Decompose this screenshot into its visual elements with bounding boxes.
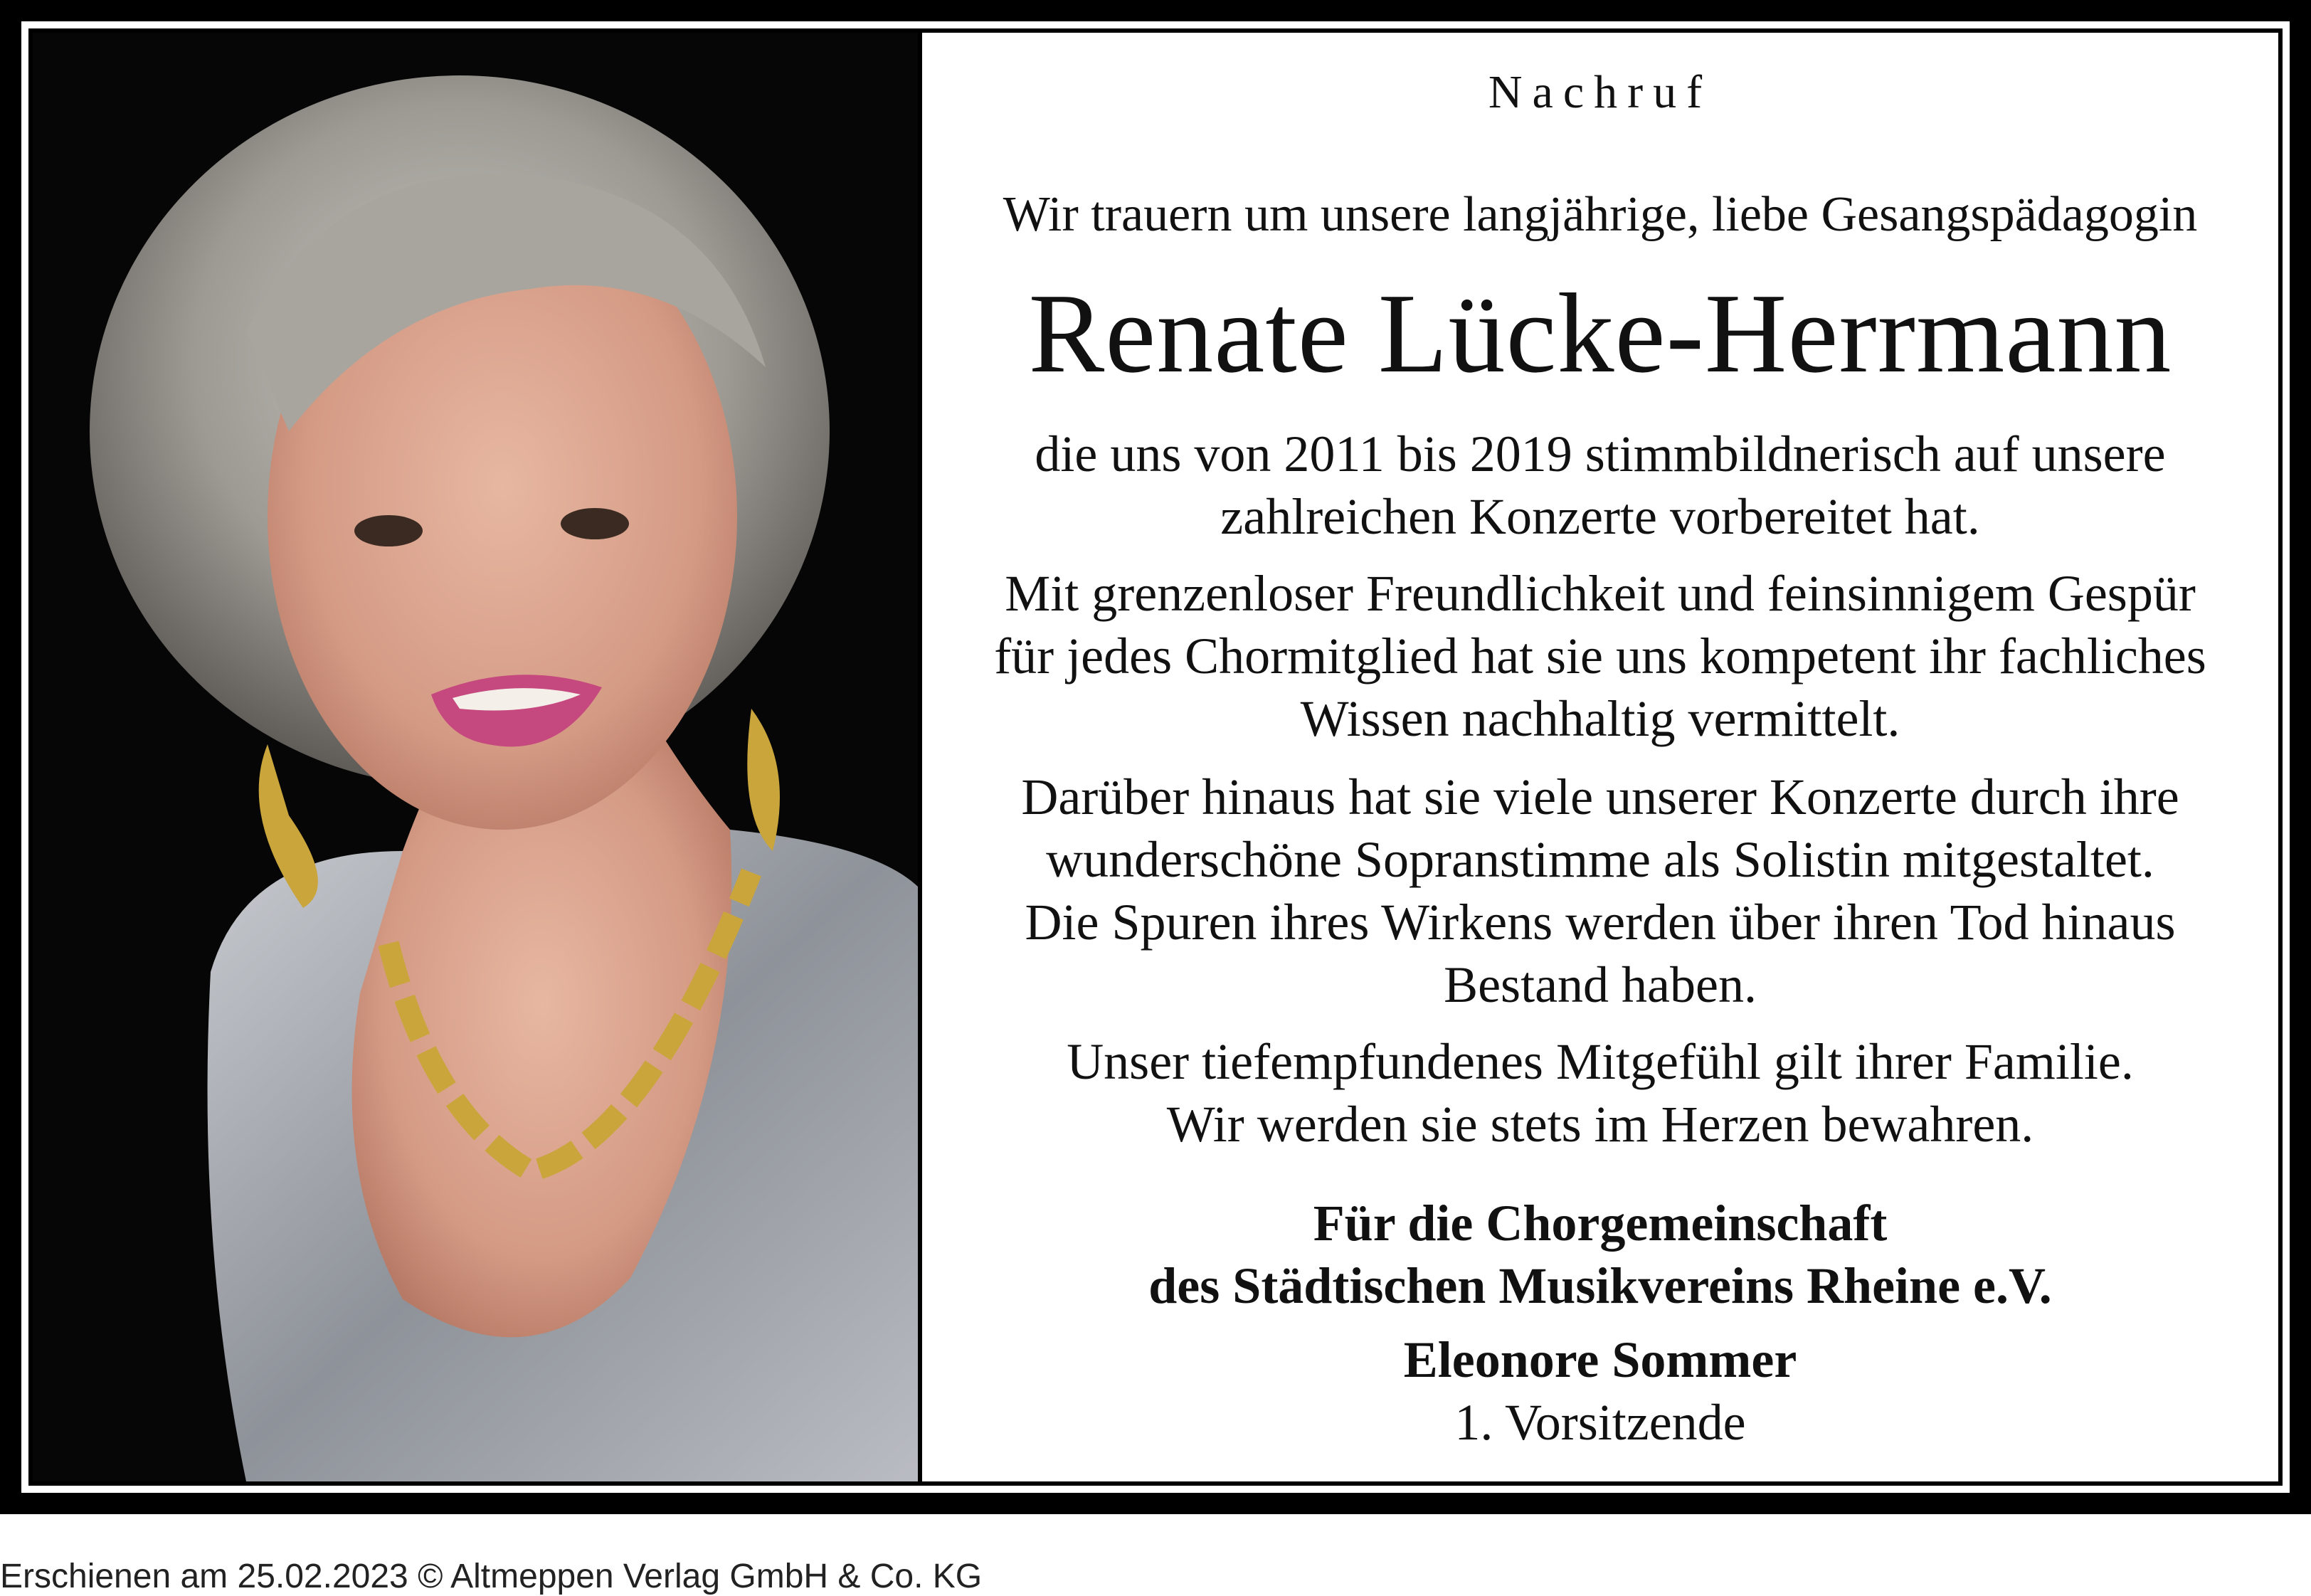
deceased-name: Renate Lücke-Herrmann	[1028, 270, 2172, 396]
paragraph-2-line-1: Mit grenzenloser Freundlichkeit und feinsinnigem Gespür	[1005, 565, 2196, 622]
paragraph-3-line-4: Bestand haben.	[1444, 956, 1757, 1013]
paragraph-1-line-2: zahlreichen Konzerte vorbereitet hat.	[1220, 488, 1980, 545]
intro-line: Wir trauern um unsere langjährige, liebe Gesangspädagogin	[1003, 187, 2198, 242]
signer-role: 1. Vorsitzende	[1454, 1394, 1746, 1451]
notice-heading: Nachruf	[1488, 66, 1713, 118]
paragraph-2-line-3: Wissen nachhaltig vermittelt.	[1300, 690, 1900, 747]
signer-name: Eleonore Sommer	[1403, 1331, 1797, 1388]
publication-footer: Erschienen am 25.02.2023 © Altmeppen Verlag GmbH & Co. KG	[0, 1558, 983, 1595]
organization-line-2: des Städtischen Musikvereins Rheine e.V.	[1148, 1257, 2052, 1314]
paragraph-3-line-3: Die Spuren ihres Wirkens werden über ihren Tod hinaus	[1025, 894, 2176, 951]
paragraph-3-line-2: wunderschöne Sopranstimme als Solistin mitgestaltet.	[1046, 831, 2154, 888]
portrait-photo	[33, 33, 918, 1481]
paragraph-3-line-1: Darüber hinaus hat sie viele unserer Konzerte durch ihre	[1021, 768, 2179, 825]
portrait-illustration	[33, 33, 918, 1481]
paragraph-4-line-2: Wir werden sie stets im Herzen bewahren.	[1166, 1096, 2034, 1153]
obituary-text-panel	[922, 33, 2278, 1481]
paragraph-4-line-1: Unser tiefempfundenes Mitgefühl gilt ihrer Familie.	[1067, 1033, 2134, 1090]
organization-line-1: Für die Chorgemeinschaft	[1313, 1195, 1888, 1252]
left-eye	[354, 515, 423, 546]
right-eye	[561, 508, 629, 539]
paragraph-1-line-1: die uns von 2011 bis 2019 stimmbildnerisch auf unsere	[1035, 426, 2166, 482]
paragraph-2-line-2: für jedes Chormitglied hat sie uns kompetent ihr fachliches	[994, 628, 2206, 685]
